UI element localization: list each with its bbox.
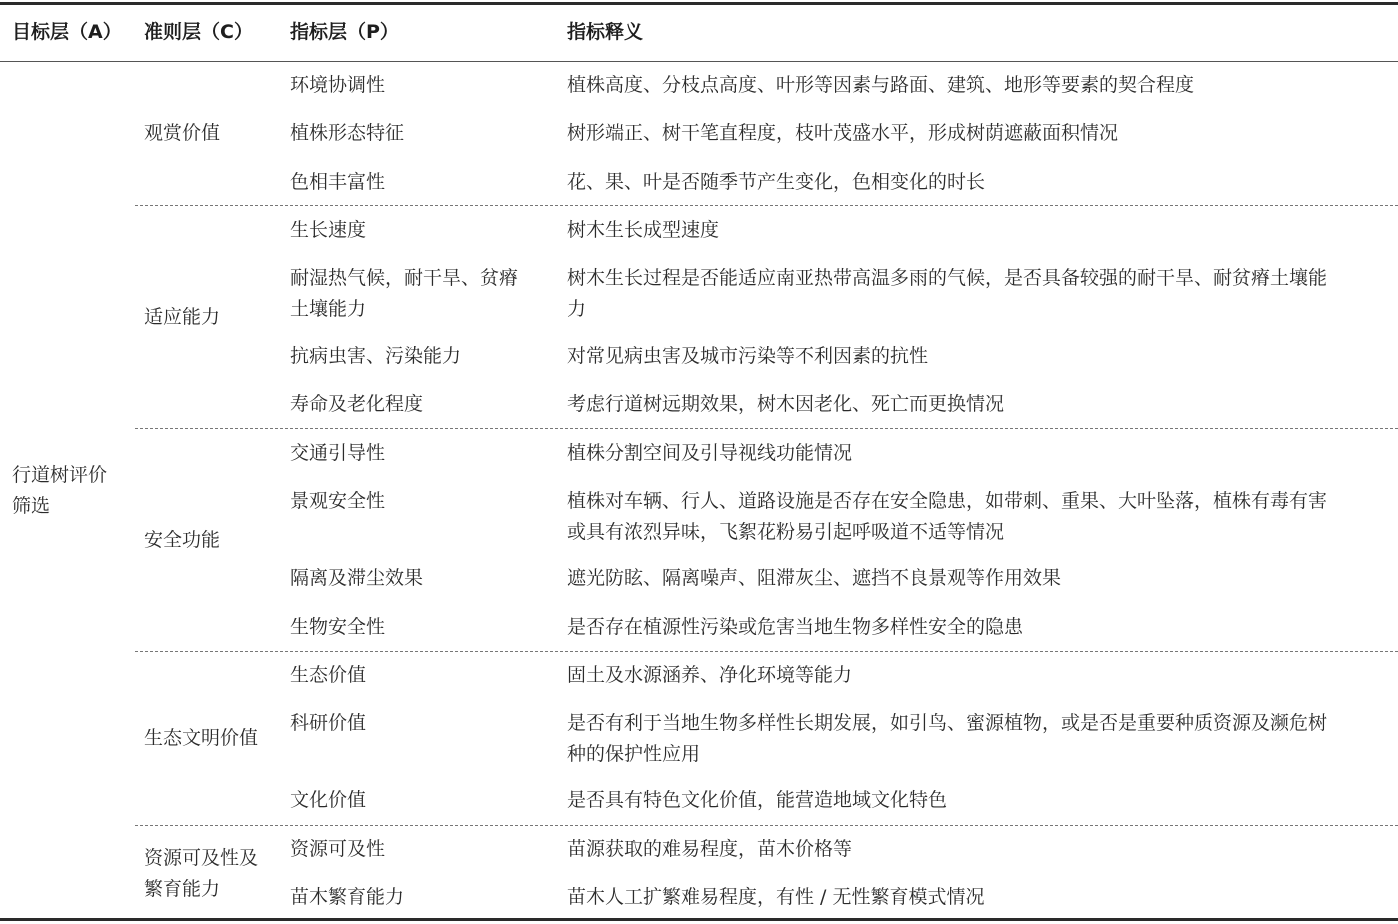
goal-layer-cell: 筛选 — [12, 495, 51, 517]
definition-cell: 是否存在植源性污染或危害当地生物多样性安全的隐患 — [567, 616, 1024, 638]
criteria-cell: 安全功能 — [144, 529, 221, 551]
indicator-cell: 隔离及滞尘效果 — [290, 567, 424, 589]
table-top-rule — [0, 2, 1398, 5]
indicator-cell: 文化价值 — [290, 789, 367, 811]
definition-cell: 遮光防眩、隔离噪声、阻滞灰尘、遮挡不良景观等作用效果 — [567, 567, 1062, 589]
definition-cell: 是否具有特色文化价值，能营造地域文化特色 — [567, 789, 948, 811]
indicator-cell: 抗病虫害、污染能力 — [290, 345, 462, 367]
header-indicator-layer: 指标层（P） — [290, 21, 399, 43]
definition-cell: 树木生长成型速度 — [567, 219, 720, 241]
indicator-cell: 苗木繁育能力 — [290, 886, 405, 908]
criteria-cell: 生态文明价值 — [144, 727, 259, 749]
definition-cell: 是否有利于当地生物多样性长期发展，如引鸟、蜜源植物，或是否是重要种质资源及濒危树 — [567, 712, 1328, 734]
indicator-cell: 资源可及性 — [290, 838, 386, 860]
indicator-cell: 生物安全性 — [290, 616, 386, 638]
header-rule — [0, 61, 1398, 62]
definition-cell: 考虑行道树远期效果，树木因老化、死亡而更换情况 — [567, 393, 1005, 415]
criteria-cell: 适应能力 — [144, 306, 221, 328]
indicator-cell: 交通引导性 — [290, 442, 386, 464]
header-indicator-definition: 指标释义 — [567, 21, 644, 43]
indicator-cell: 生态价值 — [290, 664, 367, 686]
indicator-cell: 植株形态特征 — [290, 122, 405, 144]
header-goal-layer: 目标层（A） — [12, 21, 122, 43]
group-divider — [135, 651, 1398, 652]
indicator-cell: 寿命及老化程度 — [290, 393, 424, 415]
criteria-cell: 观赏价值 — [144, 122, 221, 144]
definition-cell: 或具有浓烈异味，飞絮花粉易引起呼吸道不适等情况 — [567, 521, 1005, 543]
definition-cell: 对常见病虫害及城市污染等不利因素的抗性 — [567, 345, 929, 367]
indicator-cell: 生长速度 — [290, 219, 367, 241]
group-divider — [135, 205, 1398, 206]
indicator-cell: 耐湿热气候，耐干旱、贫瘠 — [290, 267, 519, 289]
group-divider — [135, 825, 1398, 826]
definition-cell: 植株分割空间及引导视线功能情况 — [567, 442, 853, 464]
criteria-cell: 繁育能力 — [144, 878, 221, 900]
definition-cell: 花、果、叶是否随季节产生变化，色相变化的时长 — [567, 171, 986, 193]
definition-cell: 植株对车辆、行人、道路设施是否存在安全隐患，如带刺、重果、大叶坠落，植株有毒有害 — [567, 490, 1328, 512]
indicator-cell: 土壤能力 — [290, 298, 367, 320]
definition-cell: 种的保护性应用 — [567, 743, 701, 765]
definition-cell: 固土及水源涵养、净化环境等能力 — [567, 664, 853, 686]
definition-cell: 树形端正、树干笔直程度，枝叶茂盛水平，形成树荫遮蔽面积情况 — [567, 122, 1119, 144]
indicator-cell: 色相丰富性 — [290, 171, 386, 193]
definition-cell: 力 — [567, 298, 587, 320]
definition-cell: 苗木人工扩繁难易程度，有性 / 无性繁育模式情况 — [567, 886, 985, 908]
header-criteria-layer: 准则层（C） — [144, 21, 253, 43]
criteria-cell: 资源可及性及 — [144, 847, 259, 869]
indicator-cell: 景观安全性 — [290, 490, 386, 512]
definition-cell: 树木生长过程是否能适应南亚热带高温多雨的气候，是否具备较强的耐干旱、耐贫瘠土壤能 — [567, 267, 1328, 289]
table-bottom-rule — [0, 918, 1398, 921]
definition-cell: 苗源获取的难易程度，苗木价格等 — [567, 838, 853, 860]
goal-layer-cell: 行道树评价 — [12, 464, 108, 486]
definition-cell: 植株高度、分枝点高度、叶形等因素与路面、建筑、地形等要素的契合程度 — [567, 74, 1195, 96]
group-divider — [135, 428, 1398, 429]
indicator-cell: 科研价值 — [290, 712, 367, 734]
indicator-cell: 环境协调性 — [290, 74, 386, 96]
